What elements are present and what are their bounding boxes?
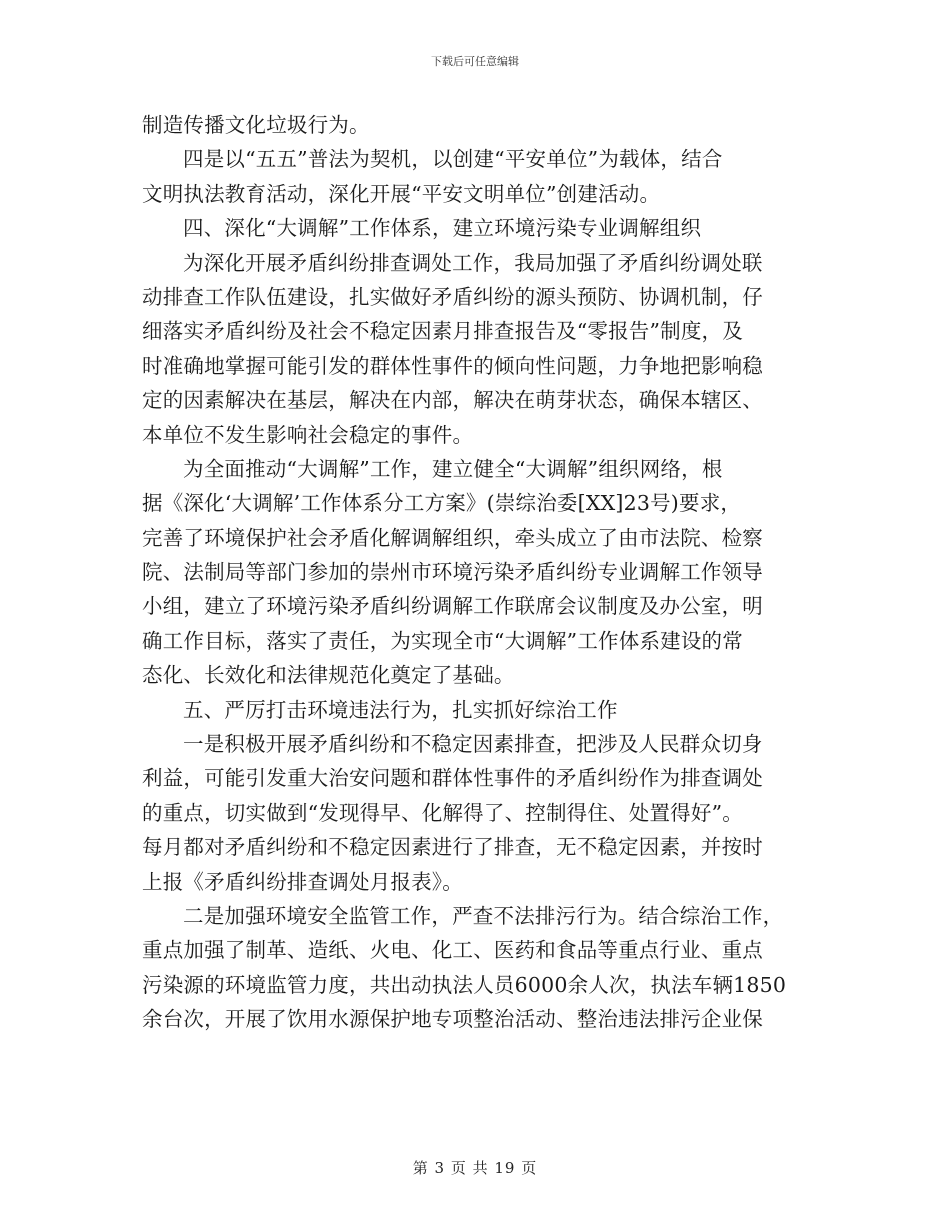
text-line: 定的因素解决在基层，解决在内部，解决在萌芽状态，确保本辖区、 (142, 388, 763, 413)
text-line: 为深化开展矛盾纠纷排查调处工作，我局加强了矛盾纠纷调处联 (183, 250, 763, 275)
text-line: 余台次，开展了饮用水源保护地专项整治活动、整治违法排污企业保 (142, 1007, 763, 1032)
text-line: 本单位不发生影响社会稳定的事件。 (142, 422, 474, 447)
text-line: 重点加强了制革、造纸、火电、化工、医药和食品等重点行业、重点 (142, 938, 763, 963)
text-line: 完善了环境保护社会矛盾化解调解组织，牵头成立了由市法院、检察 (142, 525, 763, 550)
page-number-footer: 第 3 页 共 19 页 (412, 1159, 538, 1177)
text-line: 态化、长效化和法律规范化奠定了基础。 (142, 663, 515, 688)
text-line: 文明执法教育活动，深化开展“平安文明单位”创建活动。 (142, 181, 661, 206)
section-heading: 五、严厉打击环境违法行为，扎实抓好综治工作 (183, 697, 618, 722)
text-line: 时准确地掌握可能引发的群体性事件的倾向性问题，力争地把影响稳 (142, 353, 763, 378)
text-line: 小组，建立了环境污染矛盾纠纷调解工作联席会议制度及办公室，明 (142, 594, 763, 619)
text-line: 每月都对矛盾纠纷和不稳定因素进行了排查，无不稳定因素，并按时 (142, 835, 763, 860)
text-line: 污染源的环境监管力度，共出动执法人员6000余人次，执法车辆1850 (142, 972, 787, 997)
text-line: 利益，可能引发重大治安问题和群体性事件的矛盾纠纷作为排查调处 (142, 766, 763, 791)
text-line: 四是以“五五”普法为契机，以创建“平安单位”为载体，结合 (183, 147, 723, 172)
page-header: 下载后可任意编辑 (431, 55, 519, 68)
text-line: 确工作目标，落实了责任，为实现全市“大调解”工作体系建设的常 (142, 628, 743, 653)
text-line: 上报《矛盾纠纷排查调处月报表》。 (142, 869, 463, 894)
text-line: 细落实矛盾纠纷及社会不稳定因素月排查报告及“零报告”制度，及 (142, 319, 743, 344)
text-line: 制造传播文化垃圾行为。 (142, 113, 370, 137)
text-line: 二是加强环境安全监管工作，严查不法排污行为。结合综治工作， (183, 903, 784, 928)
text-line: 一是积极开展矛盾纠纷和不稳定因素排查，把涉及人民群众切身 (183, 732, 763, 757)
text-line: 为全面推动“大调解”工作，建立健全“大调解”组织网络，根 (183, 456, 723, 481)
text-line: 院、法制局等部门参加的崇州市环境污染矛盾纠纷专业调解工作领导 (142, 560, 763, 585)
text-line: 动排查工作队伍建设，扎实做好矛盾纠纷的源头预防、协调机制，仔 (142, 284, 763, 309)
text-line: 的重点，切实做到“发现得早、化解得了、控制得住、处置得好”。 (142, 800, 743, 825)
document-body (142, 108, 810, 1037)
text-line: 据《深化‘大调解’工作体系分工方案》(崇综治委[XX]23号)要求， (142, 491, 742, 516)
section-heading: 四、深化“大调解”工作体系，建立环境污染专业调解组织 (183, 216, 702, 241)
